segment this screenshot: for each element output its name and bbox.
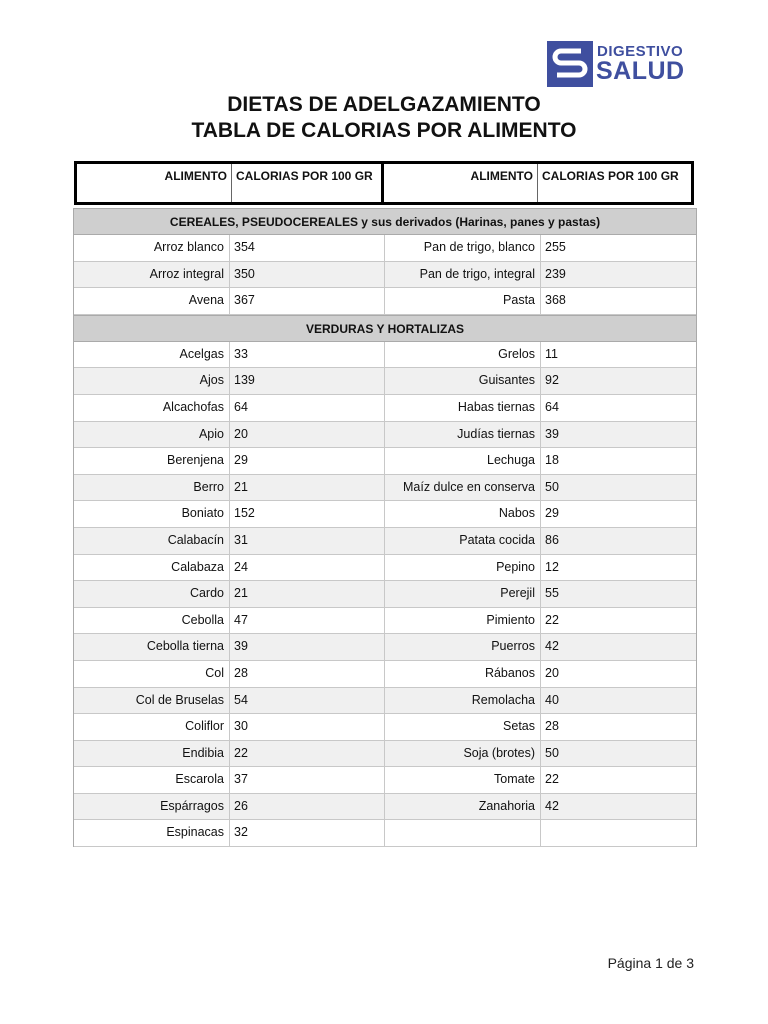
food-calories: 368 [545, 293, 566, 308]
table-row [74, 634, 696, 661]
food-name: Ajos [74, 368, 230, 394]
table-row [74, 235, 696, 262]
food-calories: 18 [545, 453, 559, 468]
food-name: Pan de trigo, blanco [385, 235, 541, 261]
section-rows [74, 342, 696, 847]
food-name: Cebolla tierna [74, 634, 230, 660]
table-row [74, 555, 696, 582]
food-calories: 152 [230, 501, 385, 527]
food-name: Pasta [385, 288, 541, 314]
food-name: Arroz integral [74, 262, 230, 288]
table-row [74, 262, 696, 289]
header-calorias-1: CALORIAS POR 100 GR [236, 169, 373, 183]
section-header: VERDURAS Y HORTALIZAS [74, 315, 696, 342]
food-calories: 47 [230, 608, 385, 634]
food-calories: 64 [230, 395, 385, 421]
calorie-table [73, 208, 697, 847]
food-name: Maíz dulce en conserva [385, 475, 541, 501]
table-row [74, 608, 696, 635]
header-calorias-2: CALORIAS POR 100 GR [542, 169, 679, 183]
food-calories: 24 [230, 555, 385, 581]
food-calories: 29 [230, 448, 385, 474]
food-name: Puerros [385, 634, 541, 660]
food-calories: 32 [230, 820, 385, 846]
food-calories: 26 [230, 794, 385, 820]
table-row [74, 422, 696, 449]
food-name: Apio [74, 422, 230, 448]
food-calories [541, 820, 696, 846]
section-header: CEREALES, PSEUDOCEREALES y sus derivados (Harinas, panes y pastas) [74, 208, 696, 235]
food-calories: 39 [230, 634, 385, 660]
food-calories: 50 [545, 479, 559, 494]
table-row [74, 820, 696, 847]
food-calories: 29 [545, 506, 559, 521]
table-row [74, 581, 696, 608]
food-name: Setas [385, 714, 541, 740]
food-name: Pan de trigo, integral [385, 262, 541, 288]
logo-line2: SALUD [596, 57, 685, 85]
food-name: Boniato [74, 501, 230, 527]
header-alimento-2: ALIMENTO [384, 164, 538, 202]
food-calories: 54 [230, 688, 385, 714]
food-name: Rábanos [385, 661, 541, 687]
table-row [74, 767, 696, 794]
table-row [74, 288, 696, 315]
table-row [74, 475, 696, 502]
table-row [74, 342, 696, 369]
food-calories: 367 [230, 288, 385, 314]
food-name: Pepino [385, 555, 541, 581]
food-name: Judías tiernas [385, 422, 541, 448]
food-name: Cardo [74, 581, 230, 607]
table-row [74, 368, 696, 395]
table-row [74, 395, 696, 422]
food-calories: 64 [545, 399, 559, 414]
food-calories: 20 [230, 422, 385, 448]
food-calories: 11 [545, 346, 558, 361]
food-name: Calabacín [74, 528, 230, 554]
food-name: Calabaza [74, 555, 230, 581]
food-calories: 12 [545, 559, 559, 574]
logo-mark-icon [547, 41, 593, 87]
food-name: Arroz blanco [74, 235, 230, 261]
food-name: Avena [74, 288, 230, 314]
food-calories: 21 [230, 475, 385, 501]
table-row [74, 688, 696, 715]
food-calories: 28 [545, 719, 559, 734]
food-name: Lechuga [385, 448, 541, 474]
food-calories: 28 [230, 661, 385, 687]
food-name [385, 820, 541, 846]
table-header [74, 161, 694, 205]
page-title: DIETAS DE ADELGAZAMIENTO [227, 93, 541, 116]
food-calories: 139 [230, 368, 385, 394]
table-row [74, 528, 696, 555]
logo [547, 41, 697, 87]
food-calories: 22 [545, 612, 559, 627]
food-calories: 86 [545, 532, 559, 547]
food-calories: 31 [230, 528, 385, 554]
food-name: Espárragos [74, 794, 230, 820]
food-name: Tomate [385, 767, 541, 793]
logo-line1: DIGESTIVO [597, 43, 684, 60]
food-name: Berenjena [74, 448, 230, 474]
food-name: Coliflor [74, 714, 230, 740]
food-name: Patata cocida [385, 528, 541, 554]
food-calories: 42 [545, 639, 559, 654]
food-name: Espinacas [74, 820, 230, 846]
food-calories: 255 [545, 240, 566, 254]
food-calories: 22 [545, 772, 559, 787]
food-calories: 50 [545, 745, 559, 760]
food-calories: 40 [545, 692, 559, 707]
section-rows [74, 235, 696, 315]
food-calories: 354 [230, 235, 385, 261]
food-name: Nabos [385, 501, 541, 527]
food-name: Col de Bruselas [74, 688, 230, 714]
table-row [74, 661, 696, 688]
food-calories: 37 [230, 767, 385, 793]
food-name: Pimiento [385, 608, 541, 634]
food-calories: 239 [545, 266, 566, 281]
food-name: Berro [74, 475, 230, 501]
food-name: Soja (brotes) [385, 741, 541, 767]
table-row [74, 741, 696, 768]
food-name: Grelos [385, 342, 541, 368]
table-row [74, 501, 696, 528]
food-name: Cebolla [74, 608, 230, 634]
header-alimento-1: ALIMENTO [77, 164, 232, 202]
food-name: Perejil [385, 581, 541, 607]
food-calories: 22 [230, 741, 385, 767]
food-name: Remolacha [385, 688, 541, 714]
page-subtitle: TABLA DE CALORIAS POR ALIMENTO [191, 119, 577, 142]
food-calories: 21 [230, 581, 385, 607]
food-calories: 55 [545, 586, 559, 601]
food-name: Guisantes [385, 368, 541, 394]
food-calories: 92 [545, 373, 559, 388]
food-name: Alcachofas [74, 395, 230, 421]
food-name: Acelgas [74, 342, 230, 368]
food-calories: 20 [545, 665, 559, 680]
header-right [384, 164, 691, 202]
food-name: Escarola [74, 767, 230, 793]
food-calories: 33 [230, 342, 385, 368]
table-row [74, 448, 696, 475]
table-row [74, 714, 696, 741]
food-name: Col [74, 661, 230, 687]
food-name: Endibia [74, 741, 230, 767]
table-row [74, 794, 696, 821]
page-number: Página 1 de 3 [607, 955, 694, 971]
food-calories: 42 [545, 798, 559, 813]
food-calories: 30 [230, 714, 385, 740]
food-calories: 39 [545, 426, 559, 441]
food-name: Zanahoria [385, 794, 541, 820]
food-calories: 350 [230, 262, 385, 288]
food-name: Habas tiernas [385, 395, 541, 421]
header-left [77, 164, 384, 202]
